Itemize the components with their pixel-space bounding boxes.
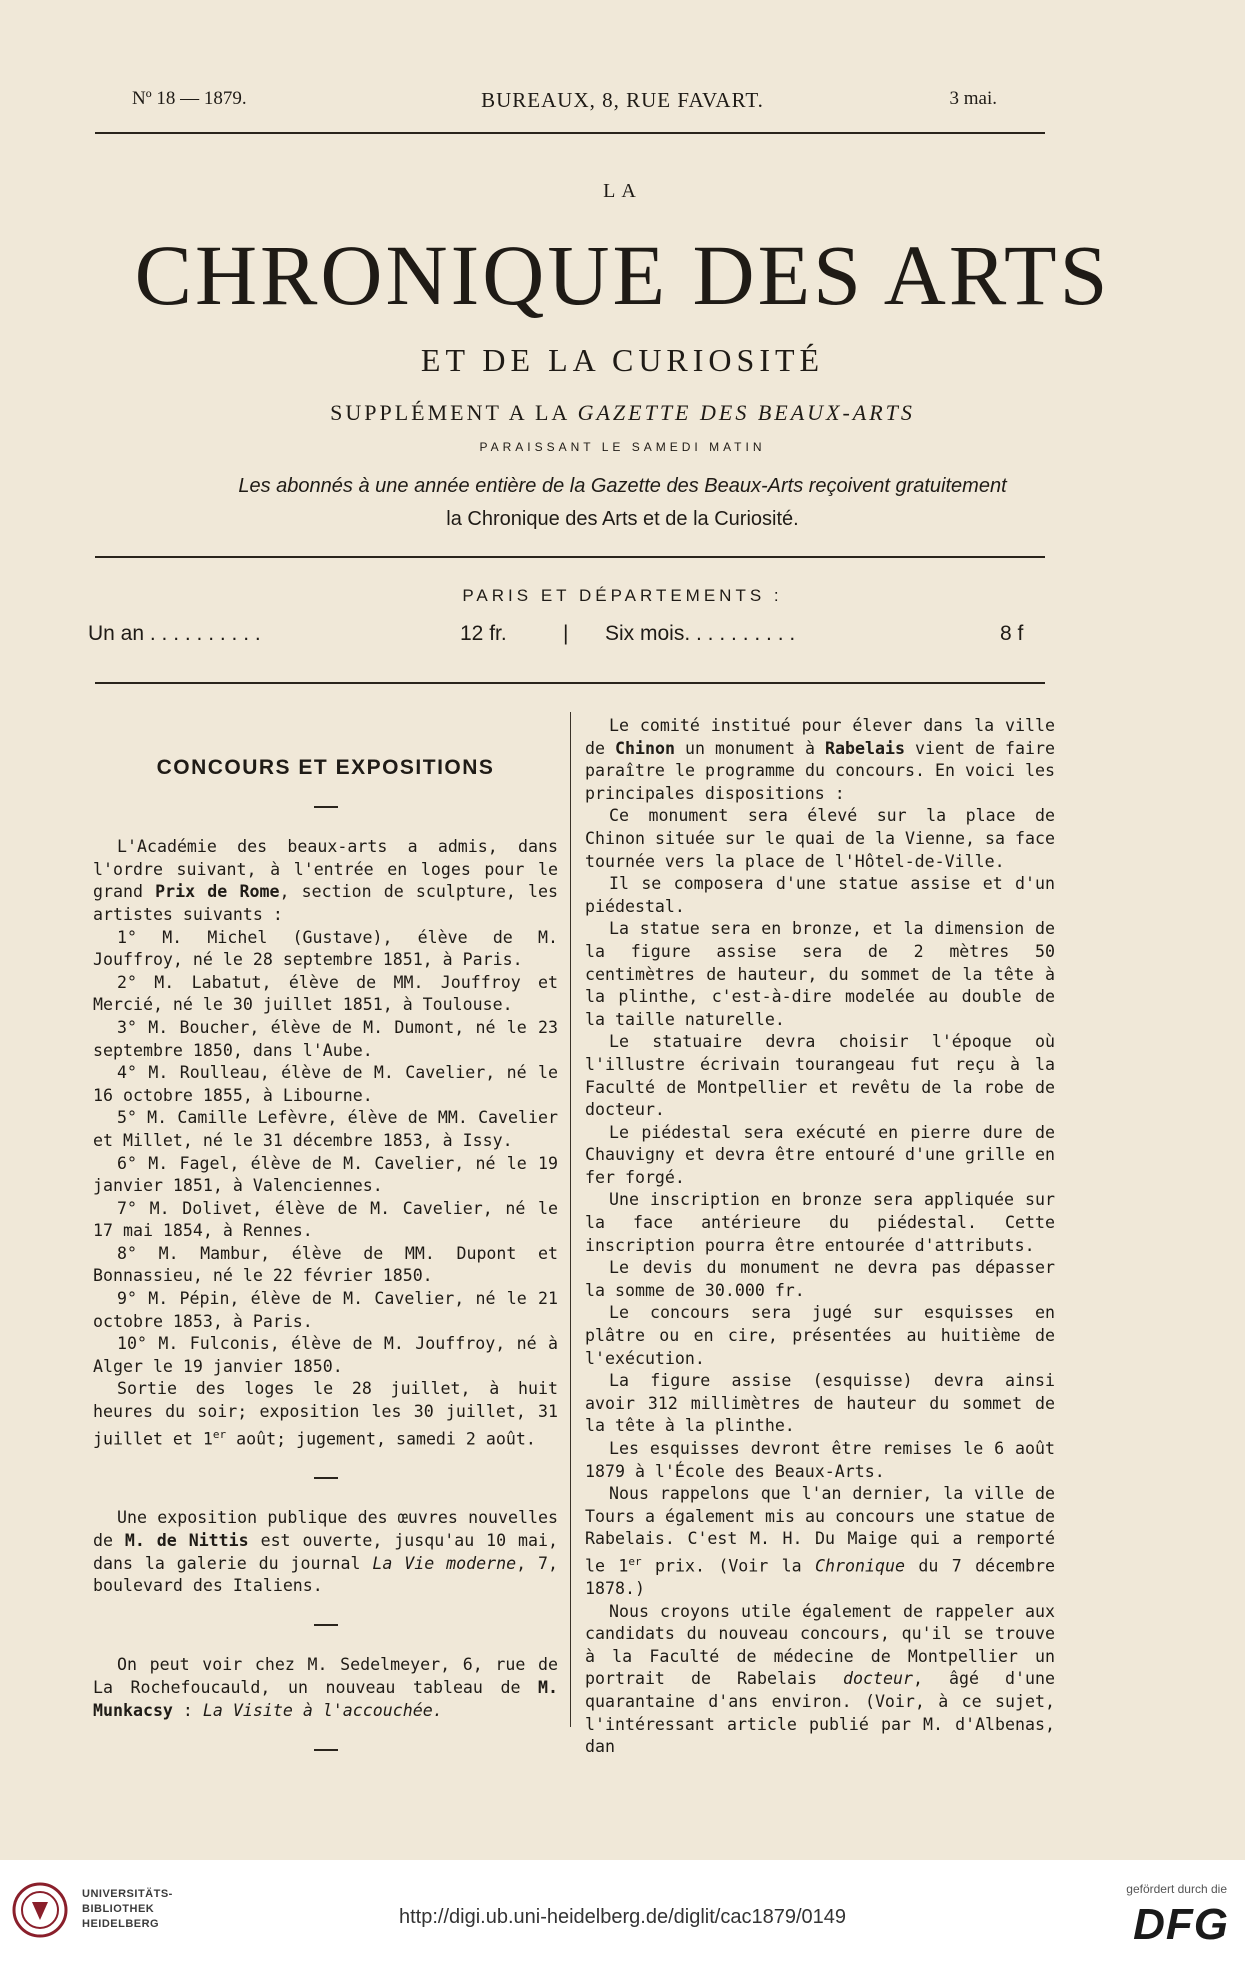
- issue-date: 3 mai.: [949, 88, 997, 109]
- library-name-line3: HEIDELBERG: [82, 1918, 160, 1930]
- laureate-item: 9° M. Pépin, élève de M. Cavelier, né le 21 octobre 1853, à Paris.: [93, 1289, 558, 1331]
- right-column: [585, 715, 1055, 1759]
- dfg-logo: DFG: [1133, 1900, 1229, 1949]
- supplement-gazette: GAZETTE DES BEAUX-ARTS: [577, 400, 915, 425]
- supplement-line: [0, 400, 1245, 426]
- price-year-value: 12 fr.: [460, 622, 507, 645]
- subscriber-note-line2: la Chronique des Arts et de la Curiosité.: [446, 508, 799, 530]
- masthead-title: CHRONIQUE DES ARTS: [134, 227, 1111, 323]
- price-year-label: Un an . . . . . . . . . .: [88, 622, 261, 645]
- laureate-item: 4° M. Roulleau, élève de M. Cavelier, né le 16 octobre 1855, à Libourne.: [93, 1063, 558, 1105]
- disposition-paragraph: Le concours sera jugé sur esquisses en plâtre ou en cire, présentées au huitième de l'exécution.: [585, 1303, 1055, 1368]
- subscriber-note-line1: Les abonnés à une année entière de la Gazette des Beaux-Arts reçoivent gratuitement: [238, 475, 1007, 497]
- disposition-paragraph: Une inscription en bronze sera appliquée sur la face antérieure du piédestal. Cette inscription pourra être entourée d'attributs.: [585, 1190, 1055, 1255]
- supplement-prefix: SUPPLÉMENT A LA: [330, 400, 570, 425]
- pricing-rule: [95, 682, 1045, 684]
- library-name-line2: BIBLIOTHEK: [82, 1903, 155, 1915]
- laureate-item: 8° M. Mambur, élève de MM. Dupont et Bonnassieu, né le 22 février 1850.: [93, 1243, 558, 1286]
- separator-dash: [93, 1467, 558, 1490]
- masthead-rule: [95, 556, 1045, 558]
- disposition-paragraph: Il se composera d'une statue assise et d'un piédestal.: [585, 874, 1055, 916]
- schedule-paragraph: Sortie des loges le 28 juillet, à huit heures du soir; exposition les 30 juillet, 31 juillet et 1er août; jugement, samedi 2 août.: [93, 1379, 558, 1449]
- separator-dash: [93, 1614, 558, 1637]
- laureate-item: 7° M. Dolivet, élève de M. Cavelier, né le 17 mai 1854, à Rennes.: [93, 1198, 558, 1241]
- masthead-article: LA: [603, 180, 642, 202]
- laureate-item: 6° M. Fagel, élève de M. Cavelier, né le 19 janvier 1851, à Valenciennes.: [93, 1153, 558, 1196]
- pricing-region: PARIS ET DÉPARTEMENTS :: [462, 586, 783, 605]
- disposition-paragraph: La figure assise (esquisse) devra ainsi avoir 312 millimètres de hauteur du sommet de la tête à la plinthe.: [585, 1371, 1055, 1436]
- column-divider: [570, 712, 571, 1727]
- prix-de-rome-paragraph: L'Académie des beaux-arts a admis, dans l'ordre suivant, à l'entrée en loges pour le grand Prix de Rome, section de sculpture, les artistes suivants :: [93, 837, 558, 924]
- tours-paragraph: Nous rappelons que l'an dernier, la ville de Tours a également mis au concours une statue de Rabelais. C'est M. H. Du Maige qui a remporté le 1er prix. (Voir la Chronique du 7 décembre 1878.): [585, 1484, 1055, 1599]
- laureate-item: 2° M. Labatut, élève de MM. Jouffroy et Mercié, né le 30 juillet 1851, à Toulouse.: [93, 972, 558, 1015]
- periodicity: PARAISSANT LE SAMEDI MATIN: [479, 440, 766, 454]
- price-six-value: 8 f: [1000, 622, 1024, 645]
- masthead-subtitle: ET DE LA CURIOSITÉ: [420, 342, 825, 378]
- price-separator: |: [563, 622, 569, 645]
- chinon-intro: Le comité institué pour élever dans la ville de Chinon un monument à Rabelais vient de faire paraître le programme du concours. En voici les principales dispositions :: [585, 716, 1055, 803]
- portrait-paragraph: Nous croyons utile également de rappeler aux candidats du nouveau concours, qu'il se trouve à la Faculté de médecine de Montpellier un portrait de Rabelais docteur, âgé d'une quarantaine d'ans environ. (Voir, à ce sujet, l'intéressant article publié par M. d'Albenas, dan: [585, 1601, 1055, 1757]
- price-six-label: Six mois. . . . . . . . . .: [605, 622, 796, 645]
- disposition-paragraph: La statue sera en bronze, et la dimension de la figure assise sera de 2 mètres 50 centimètres de hauteur, du sommet de la tête à la plinthe, c'est-à-dire modelée au double de la taille naturelle.: [585, 919, 1055, 1029]
- permalink-url[interactable]: http://digi.ub.uni-heidelberg.de/diglit/cac1879/0149: [399, 1906, 846, 1928]
- issue-number: Nº 18 — 1879.: [132, 88, 247, 109]
- section-heading: CONCOURS ET EXPOSITIONS: [156, 756, 495, 779]
- header-rule: [95, 132, 1045, 134]
- separator-dash: [93, 1738, 558, 1761]
- laureate-item: 10° M. Fulconis, élève de M. Jouffroy, né à Alger le 19 janvier 1850.: [93, 1334, 558, 1376]
- separator-dash: [93, 796, 558, 819]
- disposition-paragraph: Le piédestal sera exécuté en pierre dure de Chauvigny et devra être entouré d'une grille en fer forgé.: [585, 1122, 1055, 1187]
- left-column: [93, 715, 558, 1779]
- nittis-paragraph: Une exposition publique des œuvres nouvelles de M. de Nittis est ouverte, jusqu'au 10 mai, dans la galerie du journal La Vie moderne, 7, boulevard des Italiens.: [93, 1508, 558, 1596]
- office-address: BUREAUX, 8, RUE FAVART.: [481, 88, 764, 112]
- digitization-footer: [0, 1860, 1245, 1964]
- laureate-item: 1° M. Michel (Gustave), élève de M. Jouffroy, né le 28 septembre 1851, à Paris.: [93, 927, 558, 970]
- sedelmeyer-paragraph: On peut voir chez M. Sedelmeyer, 6, rue de La Rochefoucauld, un nouveau tableau de M. Munkacsy : La Visite à l'accouchée.: [93, 1655, 558, 1720]
- laureate-item: 3° M. Boucher, élève de M. Dumont, né le 23 septembre 1850, dans l'Aube.: [93, 1017, 558, 1060]
- laureate-item: 5° M. Camille Lefèvre, élève de MM. Cavelier et Millet, né le 31 décembre 1853, à Issy.: [93, 1108, 558, 1150]
- disposition-paragraph: Ce monument sera élevé sur la place de Chinon située sur le quai de la Vienne, sa face tournée vers la place de l'Hôtel-de-Ville.: [585, 806, 1055, 871]
- disposition-paragraph: Les esquisses devront être remises le 6 août 1879 à l'École des Beaux-Arts.: [585, 1439, 1055, 1481]
- disposition-paragraph: Le statuaire devra choisir l'époque où l'illustre écrivain tourangeau fut reçu à la Faculté de Montpellier et revêtu de la robe de docteur.: [585, 1032, 1055, 1120]
- funding-note: gefördert durch die: [1126, 1882, 1227, 1896]
- library-name-line1: UNIVERSITÄTS-: [82, 1888, 173, 1900]
- disposition-paragraph: Le devis du monument ne devra pas dépasser la somme de 30.000 fr.: [585, 1258, 1055, 1300]
